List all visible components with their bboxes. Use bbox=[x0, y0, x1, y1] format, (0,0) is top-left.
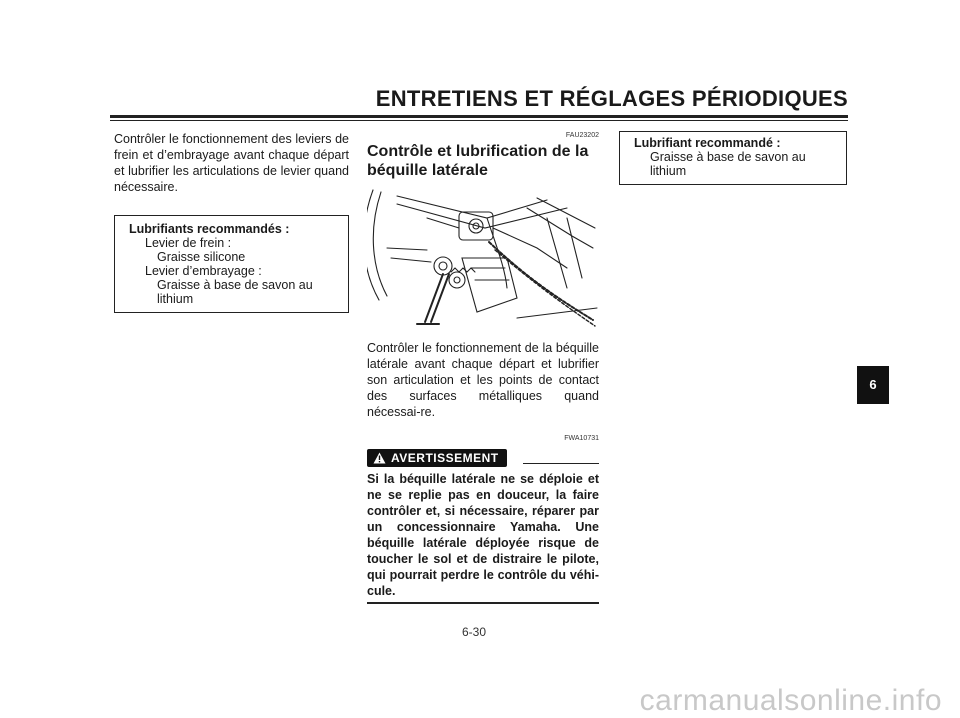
header-rule bbox=[110, 115, 848, 118]
brake-lever-label: Levier de frein : bbox=[145, 236, 232, 250]
page-header-title: ENTRETIENS ET RÉGLAGES PÉRIODIQUES bbox=[375, 86, 848, 111]
warning-text: Si la béquille latérale ne se déploie et ne se replie pas en douceur, la faire contrôler et, si nécessaire, réparer par un concessionnaire Yamaha. Une béquille latérale déployée risque de toucher le sol et de distraire le pilote, qui pourrait perdre le contrôle du véhi-cule. bbox=[367, 472, 599, 598]
column-right bbox=[619, 131, 847, 185]
lubricant-box-title: Lubrifiant recommandé : bbox=[634, 136, 781, 150]
page-number: 6-30 bbox=[462, 625, 487, 639]
warning-badge bbox=[367, 449, 507, 467]
column-left bbox=[114, 131, 349, 313]
lubricants-box bbox=[114, 215, 349, 313]
section-title-line2: béquille latérale bbox=[367, 162, 488, 179]
intro-paragraph: Contrôler le fonctionnement des leviers de frein et d’embrayage avant chaque départ et lubrifier les articulations de levier quand nécessaire. bbox=[114, 132, 349, 194]
section-title-line1: Contrôle et lubrification de la bbox=[367, 143, 589, 160]
clutch-lever-lubricant: Graisse à base de savon au bbox=[157, 278, 313, 292]
watermark: carmanualsonline.info bbox=[639, 684, 942, 717]
column-middle bbox=[367, 131, 599, 604]
lubricants-box-title: Lubrifiants recommandés : bbox=[129, 222, 290, 236]
lubricant-line2: lithium bbox=[650, 164, 687, 178]
sidestand-illustration bbox=[367, 188, 599, 330]
warning-code: FWA10731 bbox=[564, 435, 599, 442]
warning-end-rule bbox=[367, 602, 599, 604]
header-rule-thin bbox=[110, 120, 848, 121]
warning-header bbox=[367, 449, 599, 467]
chapter-tab-6: 6 bbox=[857, 366, 889, 404]
warning-header-rule bbox=[523, 463, 599, 464]
section-code: FAU23202 bbox=[565, 132, 599, 139]
inspection-paragraph: Contrôler le fonctionnement de la béquille latérale avant chaque départ et lubrifier son articulation et les points de contact des surfaces métalliques quand nécessai-re. bbox=[367, 341, 599, 419]
lubricant-box bbox=[619, 131, 847, 185]
clutch-lever-label: Levier d’embrayage : bbox=[145, 264, 262, 278]
warning-triangle-icon bbox=[373, 452, 386, 464]
lubricant-line1: Graisse à base de savon au bbox=[650, 150, 806, 164]
clutch-lever-lubricant-cont: lithium bbox=[157, 292, 194, 306]
warning-label: AVERTISSEMENT bbox=[391, 451, 499, 465]
section-title bbox=[367, 142, 599, 180]
brake-lever-lubricant: Graisse silicone bbox=[157, 250, 246, 264]
